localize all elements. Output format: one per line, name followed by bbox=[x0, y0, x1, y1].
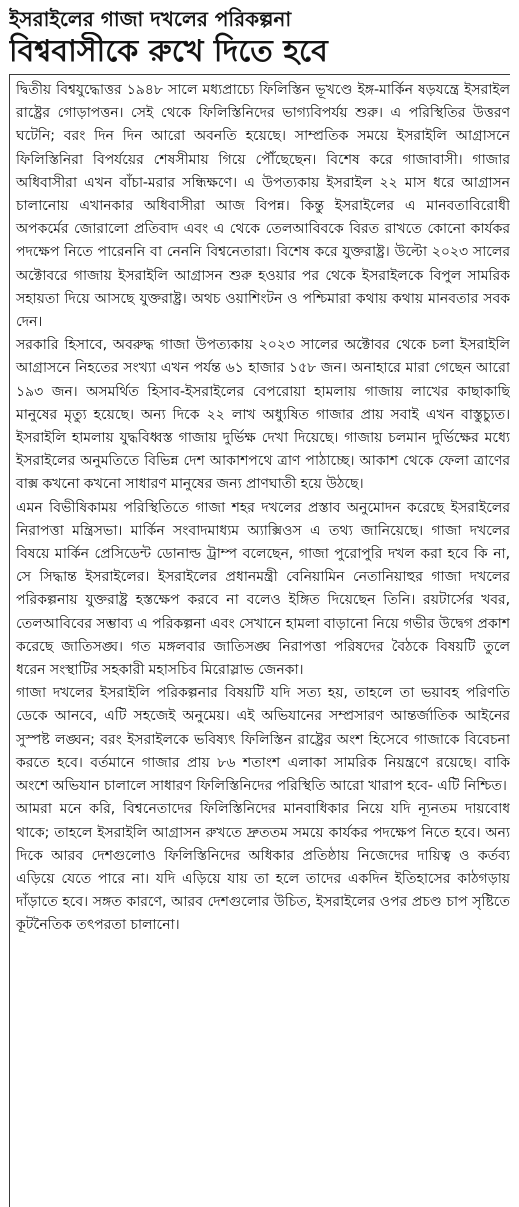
paragraph-4: গাজা দখলের ইসরাইলি পরিকল্পনার বিষয়টি যদি সত্য হয়, তাহলে তা ভয়াবহ পরিণতি ডেকে আনবে, এটি সহজেই অনুমেয়। এই অভিযানের সম্প্রসারণ আন্তর্জাতিক আইনের সুস্পষ্ট লঙ্ঘন; বরং ইসরাইলকে ভবিষ্যৎ ফিলিস্তিন রাষ্ট্রের অংশ হিসেবে গাজাকে বিবেচনা করতে হবে। বর্তমানে গাজার প্রায় ৮৬ শতাংশ এলাকা সামরিক নিয়ন্ত্রণে রয়েছে। বাকি অংশে অভিযান চালালে সাধারণ ফিলিস্তিনিদের পরিস্থিতি আরো খারাপ হবে- এটি নিশ্চিত। bbox=[16, 685, 510, 795]
paragraph-2: সরকারি হিসাবে, অবরুদ্ধ গাজা উপত্যকায় ২০২৩ সালের অক্টোবর থেকে চলা ইসরাইলি আগ্রাসনে নিহতের সংখ্যা এখন পর্যন্ত ৬১ হাজার ১৫৮ জন। অনাহারে মারা গেছেন আরো ১৯৩ জন। অসমর্থিত হিসাব-ইসরাইলের বেপরোয়া হামলায় গাজায় লাখের কাছাকাছি মানুষের মৃত্যু হয়েছে। অন্য দিকে ২২ লাখ অধ্যুষিত গাজার প্রায় সবাই এখন বাস্তুচ্যুত। ইসরাইলি হামলায় যুদ্ধবিধ্বস্ত গাজায় দুর্ভিক্ষ দেখা দিয়েছে। গাজায় চলমান দুর্ভিক্ষের মধ্যে ইসরাইলের অনুমতিতে বিভিন্ন দেশ আকাশপথে ত্রাণ পাঠাচ্ছে। আকাশ থেকে ফেলা ত্রাণের বাক্স কখনো কখনো সাধারণ মানুষের জন্য প্রাণঘাতী হয়ে উঠছে। bbox=[16, 337, 510, 493]
article-body bbox=[9, 74, 510, 1207]
paragraph-1: দ্বিতীয় বিশ্বযুদ্ধোত্তর ১৯৪৮ সালে মধ্যপ্রাচ্যে ফিলিস্তিন ভূখণ্ডে ইঙ্গ-মার্কিন ষড়যন্ত্রে ইসরাইল রাষ্ট্রের গোড়াপত্তন। সেই থেকে ফিলিস্তিনিদের ভাগ্যবিপর্যয় শুরু। এ পরিস্থিতির উত্তরণ ঘটেনি; বরং দিন দিন আরো অবনতি হয়েছে। সাম্প্রতিক সময়ে ইসরাইলি আগ্রাসনে ফিলিস্তিনিরা বিপর্যয়ের শেষসীমায় গিয়ে পৌঁছেছেন। বিশেষ করে গাজাবাসী। গাজার অধিবাসীরা এখন বাঁচা-মরার সন্ধিক্ষণে। এ উপত্যকায় ইসরাইল ২২ মাস ধরে আগ্রাসন চালানোয় এখানকার অধিবাসীরা আজ বিপন্ন। কিন্তু ইসরাইলের এ মানবতাবিরোধী অপকর্মের জোরালো প্রতিবাদ এবং এ থেকে তেলআবিবকে বিরত রাখতে কোনো কার্যকর পদক্ষেপ নিতে পারেননি বা নেননি বিশ্বনেতারা। বিশেষ করে যুক্তরাষ্ট্র। উল্টো ২০২৩ সালের অক্টোবরে গাজায় ইসরাইলি আগ্রাসন শুরু হওয়ার পর থেকে ইসরাইলকে বিপুল সামরিক সহায়তা দিয়ে আসছে যুক্তরাষ্ট্র। অথচ ওয়াশিংটন ও পশ্চিমারা কথায় কথায় মানবতার সবক দেন। bbox=[16, 82, 510, 331]
paragraph-3: এমন বিভীষিকাময় পরিস্থিতিতে গাজা শহর দখলের প্রস্তাব অনুমোদন করেছে ইসরাইলের নিরাপত্তা মন্ত্রিসভা। মার্কিন সংবাদমাধ্যম অ্যাক্সিওস এ তথ্য জানিয়েছে। গাজা দখলের বিষয়ে মার্কিন প্রেসিডেন্ট ডোনাল্ড ট্রাম্প বলেছেন, গাজা পুরোপুরি দখল করা হবে কি না, সে সিদ্ধান্ত ইসরাইলের। ইসরাইলের প্রধানমন্ত্রী বেনিয়ামিন নেতানিয়াহুর গাজা দখলের পরিকল্পনায় যুক্তরাষ্ট্র হস্তক্ষেপ করবে না বলেও ইঙ্গিত দিয়েছেন তিনি। রয়টার্সের খবর, তেলআবিবের সম্ভাব্য এ পরিকল্পনা এবং সেখানে হামলা বাড়ানো নিয়ে গভীর উদ্বেগ প্রকাশ করেছে জাতিসঙ্ঘ। গত মঙ্গলবার জাতিসঙ্ঘ নিরাপত্তা পরিষদের বৈঠকে বিষয়টি তুলে ধরেন সংস্থাটির সহকারী মহাসচিব মিরোস্লাভ জেনকা। bbox=[16, 499, 510, 679]
main-headline: বিশ্ববাসীকে রুখে দিতে হবে bbox=[9, 34, 328, 69]
paragraph-5: আমরা মনে করি, বিশ্বনেতাদের ফিলিস্তিনিদের মানবাধিকার নিয়ে যদি ন্যূনতম দায়বোধ থাকে; তাহলে ইসরাইলি আগ্রাসন রুখতে দ্রুততম সময়ে কার্যকর পদক্ষেপ নিতে হবে। অন্য দিকে আরব দেশগুলোও ফিলিস্তিনিদের অধিকার প্রতিষ্ঠায় নিজেদের দায়িত্ব ও কর্তব্য এড়িয়ে যেতে পারে না। যদি এড়িয়ে যায় তা হলে তাদের একদিন ইতিহাসের কাঠগড়ায় দাঁড়াতে হবে। সঙ্গত কারণে, আরব দেশগুলোর উচিত, ইসরাইলের ওপর প্রচণ্ড চাপ সৃষ্টিতে কূটনৈতিক তৎপরতা চালানো। bbox=[16, 801, 510, 934]
kicker-heading: ইসরাইলের গাজা দখলের পরিকল্পনা bbox=[9, 7, 292, 31]
